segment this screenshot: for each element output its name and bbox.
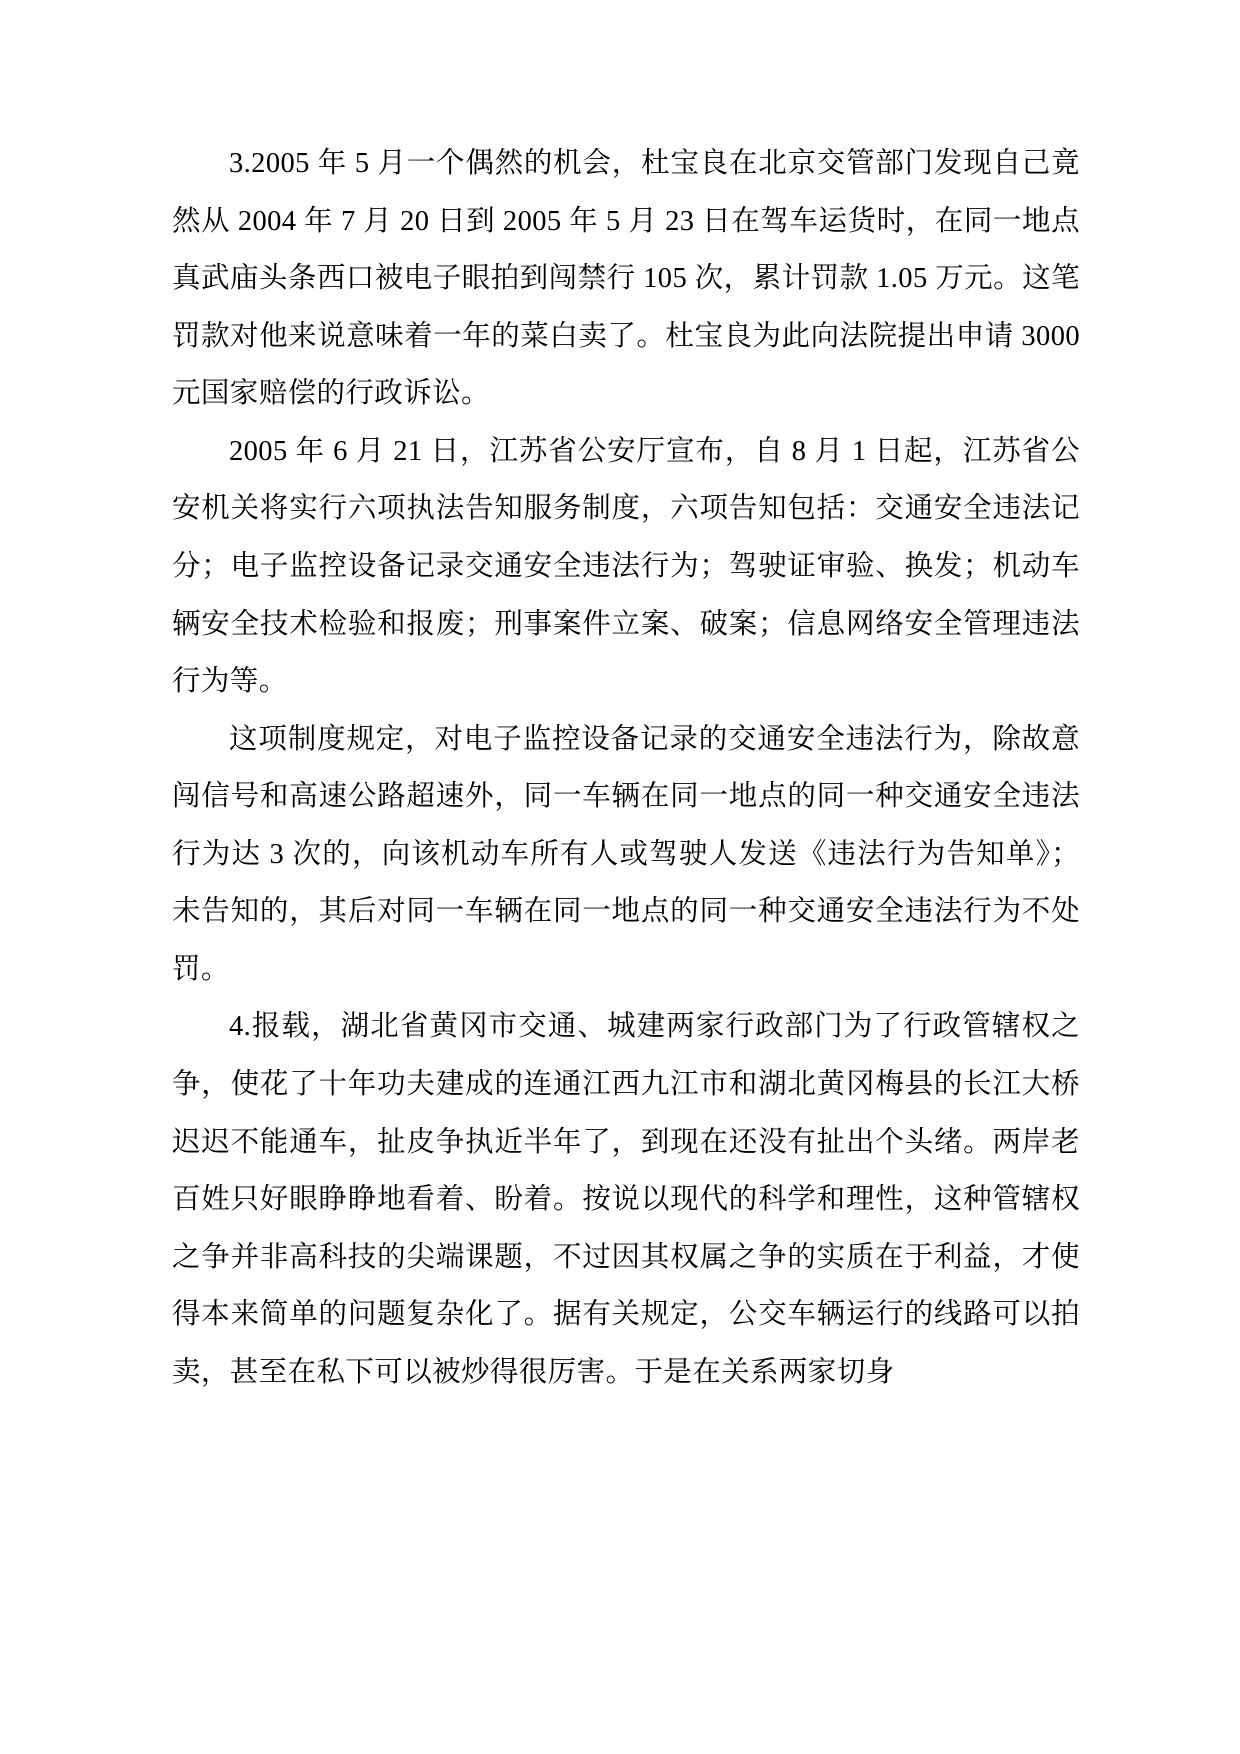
paragraph-system-provision: 这项制度规定，对电子监控设备记录的交通安全违法行为，除故意闯信号和高速公路超速外，同一车辆在同一地点的同一种交通安全违法行为达 3 次的，向该机动车所有人或驾驶人发送《违法行为告知单》；未告知的，其后对同一车辆在同一地点的同一种交通安全违法行为不处罚。 (172, 723, 1080, 985)
document-body (172, 135, 1080, 1401)
paragraph-3: 3.2005 年 5 月一个偶然的机会，杜宝良在北京交管部门发现自己竟然从 2004 年 7 月 20 日到 2005 年 5 月 23 日在驾车运货时，在同一地点真武庙头条西口被电子眼拍到闯禁行 105 次，累计罚款 1.05 万元。这笔罚款对他来说意味着一年的菜白卖了。杜宝良为此向法院提出申请 3000 元国家赔偿的行政诉讼。 (172, 148, 1080, 410)
paragraph-4: 4.报载，湖北省黄冈市交通、城建两家行政部门为了行政管辖权之争，使花了十年功夫建成的连通江西九江市和湖北黄冈梅县的长江大桥迟迟不能通车，扯皮争执近半年了，到现在还没有扯出个头绪。两岸老百姓只好眼睁睁地看着、盼着。按说以现代的科学和理性，这种管辖权之争并非高科技的尖端课题，不过因其权属之争的实质在于利益，才使得本来简单的问题复杂化了。据有关规定，公交车辆运行的线路可以拍卖，甚至在私下可以被炒得很厉害。于是在关系两家切身 (172, 1011, 1080, 1388)
paragraph-jiangsu-announcement: 2005 年 6 月 21 日，江苏省公安厅宣布，自 8 月 1 日起，江苏省公安机关将实行六项执法告知服务制度，六项告知包括：交通安全违法记分；电子监控设备记录交通安全违法行为；驾驶证审验、换发；机动车辆安全技术检验和报废；刑事案件立案、破案；信息网络安全管理违法行为等。 (172, 435, 1080, 698)
